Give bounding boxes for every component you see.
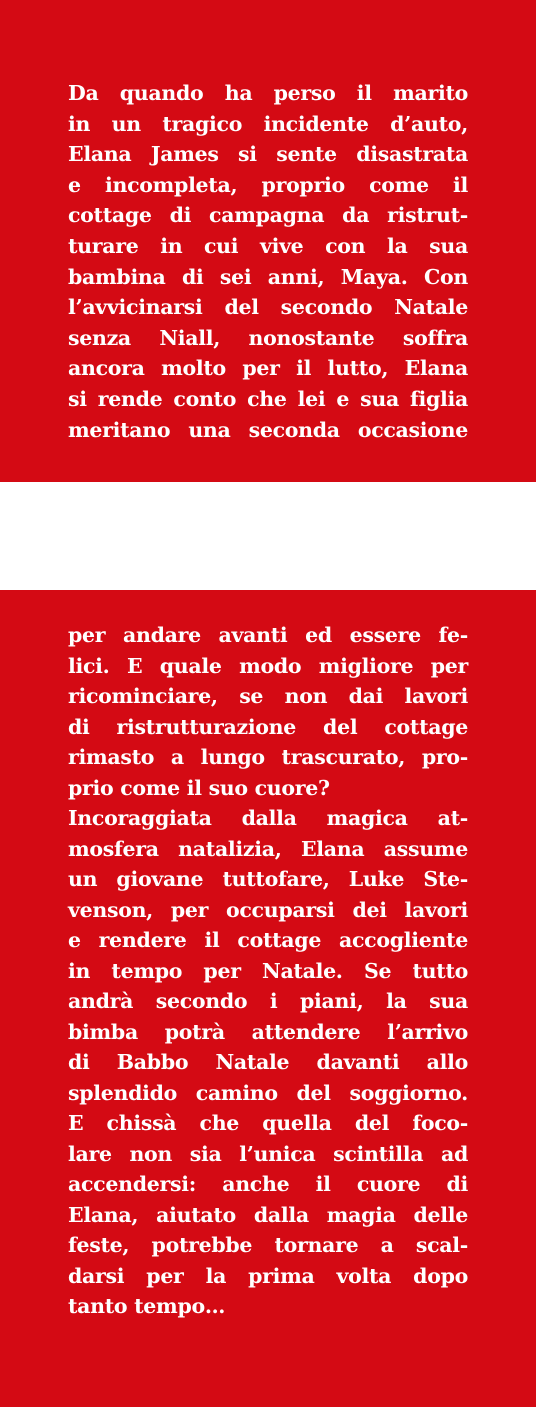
blurb-line: di ristrutturazione del cottage: [68, 714, 468, 739]
bottom-blurb-text: [68, 620, 468, 1322]
blurb-line: bimba potrà attendere l’arrivo: [68, 1019, 468, 1044]
top-blurb-text: [68, 78, 468, 445]
blurb-line: Elana, aiutato dalla magia delle: [68, 1202, 468, 1227]
blurb-line: accendersi: anche il cuore di: [68, 1172, 468, 1196]
blurb-line: prio come il suo cuore?: [68, 775, 330, 800]
blurb-line: in un tragico incidente d’auto,: [68, 111, 468, 136]
blurb-line: venson, per occuparsi dei lavori: [68, 897, 468, 922]
blurb-line: feste, potrebbe tornare a scal-: [68, 1233, 468, 1257]
blurb-line: Incoraggiata dalla magica at-: [68, 806, 468, 830]
blurb-line: e incompleta, proprio come il: [68, 172, 468, 197]
blurb-line: senza Niall, nonostante soffra: [68, 325, 468, 350]
blurb-line: splendido camino del soggiorno.: [68, 1080, 468, 1105]
blurb-line: si rende conto che lei e sua figlia: [68, 386, 468, 411]
blurb-line: cottage di campagna da ristrut-: [68, 203, 468, 228]
blurb-line: di Babbo Natale davanti allo: [68, 1050, 468, 1074]
blurb-line: lici. E quale modo migliore per: [68, 653, 468, 678]
blurb-line: lare non sia l’unica scintilla ad: [68, 1141, 468, 1166]
blurb-line: bambina di sei anni, Maya. Con: [68, 264, 468, 289]
blurb-line: rimasto a lungo trascurato, pro-: [68, 745, 468, 769]
blurb-line: E chissà che quella del foco-: [68, 1111, 468, 1135]
blurb-line: andrà secondo i piani, la sua: [68, 989, 468, 1013]
bottom-red-panel: [0, 590, 536, 1407]
blurb-line: darsi per la prima volta dopo: [68, 1263, 468, 1288]
blurb-line: un giovane tuttofare, Luke Ste-: [68, 867, 468, 891]
blurb-line: ricominciare, se non dai lavori: [68, 684, 468, 708]
blurb-line: per andare avanti ed essere fe-: [68, 623, 468, 647]
blurb-line: ancora molto per il lutto, Elana: [68, 356, 468, 381]
blurb-line: mosfera natalizia, Elana assume: [68, 836, 468, 861]
blurb-line: in tempo per Natale. Se tutto: [68, 958, 468, 983]
blurb-line: Elana James si sente disastrata: [68, 142, 468, 167]
blurb-line: l’avvicinarsi del secondo Natale: [68, 295, 468, 320]
top-red-panel: [0, 0, 536, 482]
blurb-line: e rendere il cottage accogliente: [68, 928, 468, 952]
blurb-line: turare in cui vive con la sua: [68, 233, 468, 258]
blurb-line: Da quando ha perso il marito: [68, 81, 468, 105]
blurb-line: tanto tempo…: [68, 1294, 226, 1318]
blurb-line: meritano una seconda occasione: [68, 417, 468, 442]
